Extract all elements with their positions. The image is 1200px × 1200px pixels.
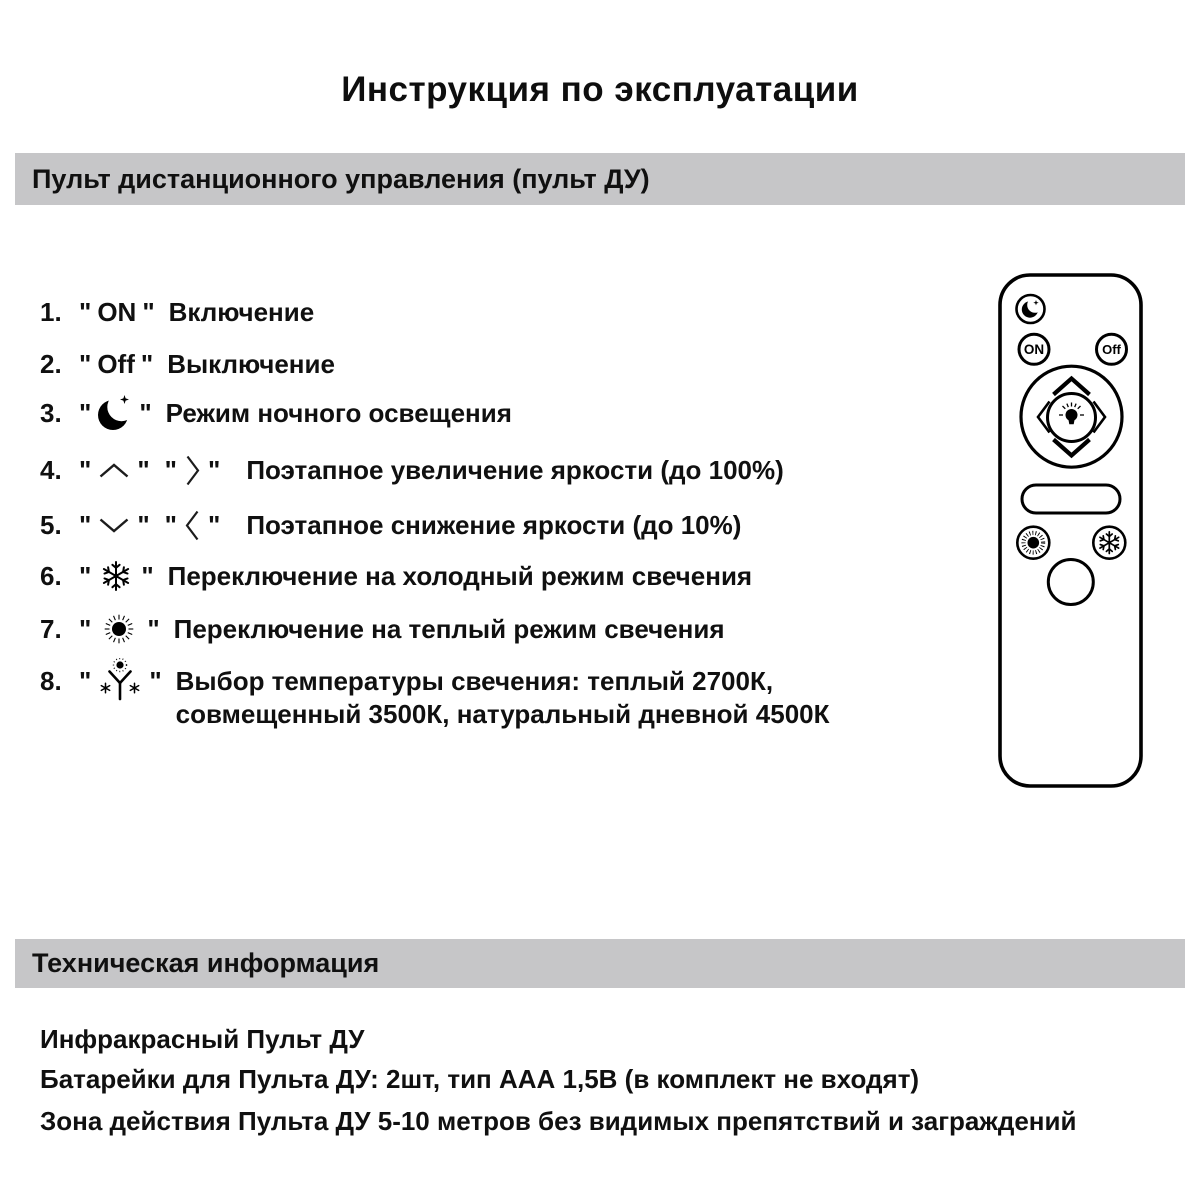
chevron-down-icon: [98, 505, 130, 545]
item-number: 7.: [40, 614, 62, 644]
quote-mark: ": [137, 510, 150, 540]
instruction-item-2: [40, 344, 335, 384]
quote-mark: ": [207, 510, 221, 540]
instruction-item-6: [40, 556, 752, 596]
quote-mark: ": [147, 614, 160, 644]
instruction-item-5: [40, 505, 741, 545]
quote-mark: ": [79, 455, 92, 485]
quote-mark: ": [140, 349, 154, 379]
angle-left-icon: [184, 505, 201, 545]
snowflake-cold-icon: [98, 556, 134, 596]
quote-mark: ": [79, 666, 92, 696]
symbol-text: ON: [97, 297, 137, 327]
symbol-group: [161, 505, 225, 545]
quote-mark: ": [79, 561, 92, 591]
quote-mark: ": [79, 510, 92, 540]
instruction-item-7: [40, 609, 725, 649]
tech-info-line: Зона действия Пульта ДУ 5-10 метров без видимых препятствий и заграждений: [40, 1106, 1077, 1136]
item-text: Поэтапное снижение яркости (до 10%): [246, 510, 742, 540]
item-text: Включение: [168, 297, 315, 327]
symbol-group: [75, 661, 166, 701]
quote-mark: ": [137, 455, 150, 485]
quote-mark: ": [139, 398, 152, 428]
page-title: Инструкция по эксплуатации: [341, 70, 859, 109]
tech-info-line: Батарейки для Пульта ДУ: 2шт, тип ААА 1,5В (в комплект не входят): [40, 1064, 920, 1094]
temperature-select-icon: [98, 661, 142, 701]
section-header-tech: [15, 939, 1185, 988]
instruction-item-4: [40, 450, 784, 490]
item-text: Выбор температуры свечения: теплый 2700К, совмещенный 3500К, натуральный дневной 4500К: [175, 666, 830, 729]
item-text: Поэтапное увеличение яркости (до 100%): [246, 455, 784, 485]
off-button-label: Off: [1102, 342, 1121, 358]
quote-mark: ": [79, 349, 92, 379]
symbol-text: Off: [97, 349, 135, 379]
section-header-remote-label: Пульт дистанционного управления (пульт ДУ): [32, 163, 650, 194]
item-text: Переключение на теплый режим свечения: [173, 614, 725, 644]
item-number: 1.: [40, 297, 62, 327]
symbol-group: [75, 292, 159, 332]
quote-mark: ": [164, 455, 177, 485]
remote-control-illustration: [992, 268, 1150, 794]
sun-warm-icon: [98, 609, 140, 649]
remote-warm-button: [1017, 527, 1049, 559]
item-number: 2.: [40, 349, 62, 379]
quote-mark: ": [79, 614, 92, 644]
quote-mark: ": [79, 398, 92, 428]
item-number: 5.: [40, 510, 62, 540]
instruction-item-1: [40, 292, 314, 332]
moon-night-mode-icon: [98, 393, 132, 433]
item-number: 6.: [40, 561, 62, 591]
symbol-group: [75, 393, 156, 433]
symbol-group: [75, 450, 154, 490]
instruction-item-8: [40, 661, 829, 731]
symbol-group: [75, 505, 154, 545]
angle-right-icon: [184, 450, 201, 490]
symbol-group: [75, 344, 157, 384]
item-text: Режим ночного освещения: [165, 398, 512, 428]
symbol-group: [75, 609, 164, 649]
quote-mark: ": [207, 455, 221, 485]
item-number: 3.: [40, 398, 62, 428]
quote-mark: ": [164, 510, 177, 540]
quote-mark: ": [149, 666, 162, 696]
quote-mark: ": [79, 297, 92, 327]
symbol-group: [161, 450, 225, 490]
remote-round-button: [1048, 560, 1093, 605]
remote-pill-button: [1022, 485, 1120, 513]
quote-mark: ": [142, 297, 155, 327]
instruction-list: [40, 0, 960, 760]
on-button-label: ON: [1023, 342, 1045, 358]
section-header-tech-label: Техническая информация: [32, 948, 380, 978]
tech-info-line: Инфракрасный Пульт ДУ: [40, 1024, 365, 1054]
chevron-up-icon: [98, 450, 130, 490]
item-text: Переключение на холодный режим свечения: [167, 561, 753, 591]
item-text: Выключение: [167, 349, 335, 379]
instruction-item-3: [40, 393, 512, 433]
symbol-group: [75, 556, 158, 596]
quote-mark: ": [141, 561, 154, 591]
item-number: 4.: [40, 455, 62, 485]
item-number: 8.: [40, 666, 62, 696]
